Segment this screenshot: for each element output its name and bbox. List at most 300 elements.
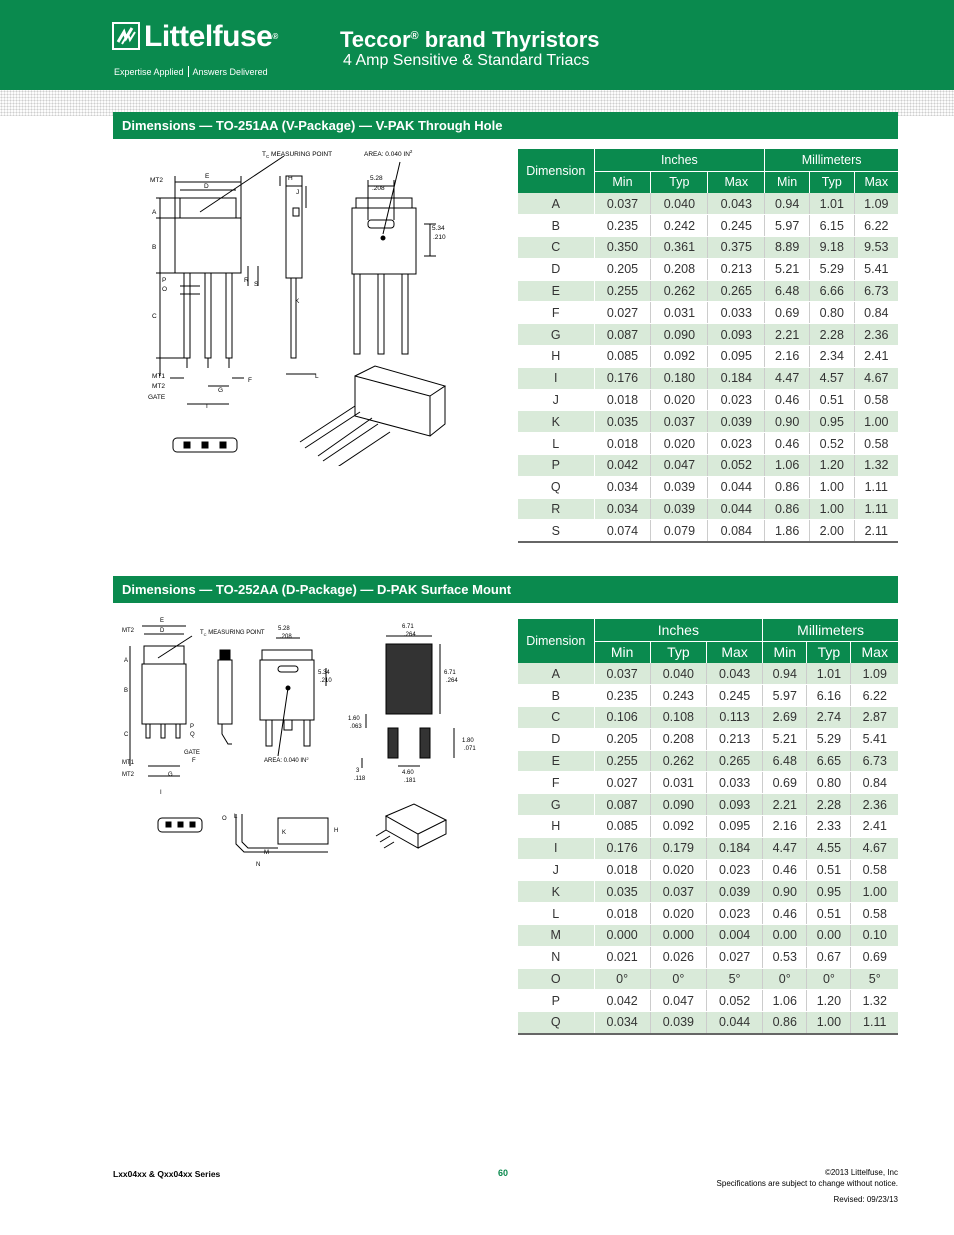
s2-tc-sub: C <box>203 632 207 637</box>
value-cell: 2.21 <box>765 324 810 346</box>
svg-text:TC MEASURING POINT <box>200 630 265 637</box>
dimension-cell: F <box>518 772 594 794</box>
value-cell: 0.90 <box>765 411 810 433</box>
value-cell: 0.00 <box>807 925 851 947</box>
value-cell: 0.000 <box>594 925 650 947</box>
value-cell: 0.69 <box>763 772 807 794</box>
svg-text:AREA: 0.040 IN2 <box>364 149 413 158</box>
value-cell: 1.00 <box>807 1012 851 1034</box>
s2-k-label: K <box>282 830 287 836</box>
value-cell: 0.46 <box>763 903 807 925</box>
value-cell: 0.46 <box>763 859 807 881</box>
section1-title-bar: Dimensions — TO-251AA (V-Package) — V-PAK Through Hole <box>113 112 898 139</box>
s2-q-label: Q <box>190 732 195 738</box>
value-cell: 0.106 <box>594 707 650 729</box>
value-cell: 0.047 <box>651 455 708 477</box>
value-cell: 0.052 <box>708 455 765 477</box>
s2-p3-bot: .264 <box>404 632 416 638</box>
value-cell: 4.67 <box>854 367 898 389</box>
value-cell: 1.01 <box>809 193 854 215</box>
value-cell: 2.16 <box>763 816 807 838</box>
value-cell: 0° <box>594 968 650 990</box>
table-row <box>518 1012 898 1034</box>
col-mm-typ: Typ <box>809 171 854 193</box>
s1-i-label: I <box>206 403 208 410</box>
value-cell: 0.037 <box>594 663 650 685</box>
footer-revised: Revised: 09/23/13 <box>833 1195 898 1204</box>
value-cell: 0.039 <box>651 476 708 498</box>
dimension-cell: B <box>518 685 594 707</box>
value-cell: 0.51 <box>809 389 854 411</box>
value-cell: 4.57 <box>809 367 854 389</box>
s1-k-label: K <box>295 298 300 305</box>
s1-mt2-label: MT2 <box>150 177 163 184</box>
value-cell: 0.042 <box>594 990 650 1012</box>
table-row <box>518 859 898 881</box>
value-cell: 0.208 <box>650 728 706 750</box>
value-cell: 0.095 <box>708 346 765 368</box>
value-cell: 4.67 <box>851 837 898 859</box>
svg-text:AREA: 0.040 IN2 <box>264 756 309 764</box>
dimension-cell: E <box>518 280 594 302</box>
value-cell: 0.044 <box>706 1012 762 1034</box>
value-cell: 0.213 <box>706 728 762 750</box>
s2-p5-bot: .063 <box>350 724 362 730</box>
value-cell: 0.093 <box>706 794 762 816</box>
table-row <box>518 925 898 947</box>
s1-a-label: A <box>152 209 157 216</box>
title-registered-mark: ® <box>410 30 419 42</box>
value-cell: 0.034 <box>594 476 651 498</box>
value-cell: 1.09 <box>851 663 898 685</box>
table-row <box>518 881 898 903</box>
value-cell: 5.21 <box>765 258 810 280</box>
value-cell: 0.023 <box>706 859 762 881</box>
value-cell: 0.027 <box>706 946 762 968</box>
value-cell: 0.208 <box>651 258 708 280</box>
value-cell: 0.090 <box>651 324 708 346</box>
value-cell: 0.184 <box>706 837 762 859</box>
s2-p8-bot: .181 <box>404 778 416 784</box>
value-cell: 0.80 <box>809 302 854 324</box>
value-cell: 0.86 <box>765 498 810 520</box>
page-title <box>340 23 600 53</box>
value-cell: 1.32 <box>851 990 898 1012</box>
value-cell: 1.20 <box>809 455 854 477</box>
table-row <box>518 433 898 455</box>
s1-j-label: J <box>296 189 300 196</box>
value-cell: 2.00 <box>809 520 854 542</box>
value-cell: 1.32 <box>854 455 898 477</box>
dimension-cell: A <box>518 193 594 215</box>
value-cell: 0.80 <box>807 772 851 794</box>
dimension-cell: C <box>518 707 594 729</box>
value-cell: 1.11 <box>854 498 898 520</box>
s1-c-label: C <box>152 313 157 320</box>
brand-tagline <box>114 66 268 77</box>
brand-registered-mark: ® <box>272 32 278 41</box>
value-cell: 0.034 <box>594 1012 650 1034</box>
dimension-cell: N <box>518 946 594 968</box>
table-row <box>518 772 898 794</box>
value-cell: 6.73 <box>851 750 898 772</box>
value-cell: 0.037 <box>650 881 706 903</box>
value-cell: 0° <box>650 968 706 990</box>
title-part1: Teccor <box>340 27 411 52</box>
s2-e-label: E <box>160 618 165 624</box>
millimeters-header: Millimeters <box>763 619 898 641</box>
col-inch-max: Max <box>706 641 762 663</box>
col-inch-typ: Typ <box>650 641 706 663</box>
table-row <box>518 411 898 433</box>
table-row <box>518 324 898 346</box>
dimension-header: Dimension <box>518 149 594 193</box>
value-cell: 0.034 <box>594 498 651 520</box>
value-cell: 1.06 <box>763 990 807 1012</box>
value-cell: 0.58 <box>854 433 898 455</box>
value-cell: 2.16 <box>765 346 810 368</box>
value-cell: 0.176 <box>594 837 650 859</box>
dimension-cell: D <box>518 728 594 750</box>
value-cell: 0.035 <box>594 411 651 433</box>
value-cell: 2.36 <box>851 794 898 816</box>
value-cell: 0.255 <box>594 280 651 302</box>
vpak-dimension-drawing <box>140 146 480 466</box>
value-cell: 0.52 <box>809 433 854 455</box>
table-row <box>518 968 898 990</box>
value-cell: 0.265 <box>706 750 762 772</box>
value-cell: 0.031 <box>650 772 706 794</box>
value-cell: 1.11 <box>854 476 898 498</box>
value-cell: 1.20 <box>807 990 851 1012</box>
s2-p5-top: 1.60 <box>348 716 360 722</box>
s1-o-label: O <box>162 286 168 293</box>
value-cell: 4.55 <box>807 837 851 859</box>
value-cell: 0.033 <box>708 302 765 324</box>
dimension-cell: I <box>518 367 594 389</box>
value-cell: 6.22 <box>851 685 898 707</box>
value-cell: 0.58 <box>854 389 898 411</box>
value-cell: 0.000 <box>650 925 706 947</box>
s2-p7-bot: .118 <box>354 776 366 782</box>
table-row <box>518 707 898 729</box>
value-cell: 0.043 <box>706 663 762 685</box>
value-cell: 2.69 <box>763 707 807 729</box>
dimension-cell: H <box>518 816 594 838</box>
inches-header: Inches <box>594 619 763 641</box>
s2-h-label: H <box>334 828 339 834</box>
value-cell: 0.037 <box>594 193 651 215</box>
s1-g-label: G <box>218 387 224 394</box>
table-row <box>518 990 898 1012</box>
brand-name: Littelfuse <box>144 20 273 53</box>
title-part2: brand Thyristors <box>418 27 600 52</box>
s1-dim2-bot: .210 <box>433 234 446 241</box>
col-mm-min: Min <box>763 641 807 663</box>
s2-p3-top: 6.71 <box>402 624 414 630</box>
value-cell: 0.69 <box>851 946 898 968</box>
page-subtitle: 4 Amp Sensitive & Standard Triacs <box>343 52 590 69</box>
table-row <box>518 367 898 389</box>
s2-p2-bot: .210 <box>320 678 332 684</box>
section2-drawing <box>118 616 488 876</box>
s1-tc-sub: C <box>265 154 270 159</box>
table-row <box>518 685 898 707</box>
value-cell: 0.10 <box>851 925 898 947</box>
value-cell: 0.375 <box>708 237 765 259</box>
dimension-cell: Q <box>518 476 594 498</box>
s1-dim2-top: 5.34 <box>432 225 445 232</box>
value-cell: 5.29 <box>809 258 854 280</box>
s2-n-label: N <box>256 862 261 868</box>
dimension-cell: K <box>518 411 594 433</box>
s2-b-label: B <box>124 688 129 694</box>
table-row <box>518 193 898 215</box>
s1-mt1-label: MT1 <box>152 373 165 380</box>
value-cell: 0.213 <box>708 258 765 280</box>
value-cell: 0.004 <box>706 925 762 947</box>
s2-tc-text: MEASURING POINT <box>206 630 265 636</box>
value-cell: 0.044 <box>708 498 765 520</box>
s2-p8-top: 4.60 <box>402 770 414 776</box>
value-cell: 0.69 <box>765 302 810 324</box>
s2-p6-top: 1.80 <box>462 738 474 744</box>
value-cell: 0.179 <box>650 837 706 859</box>
value-cell: 1.06 <box>765 455 810 477</box>
value-cell: 0.176 <box>594 367 651 389</box>
value-cell: 0.033 <box>706 772 762 794</box>
value-cell: 2.33 <box>807 816 851 838</box>
value-cell: 0.90 <box>763 881 807 903</box>
value-cell: 5.21 <box>763 728 807 750</box>
table-row <box>518 280 898 302</box>
dimension-cell: H <box>518 346 594 368</box>
value-cell: 0.262 <box>651 280 708 302</box>
value-cell: 0.205 <box>594 258 651 280</box>
footer-series: Lxx04xx & Qxx04xx Series <box>113 1169 221 1179</box>
value-cell: 5.41 <box>854 258 898 280</box>
value-cell: 0.361 <box>651 237 708 259</box>
value-cell: 5.41 <box>851 728 898 750</box>
value-cell: 0.026 <box>650 946 706 968</box>
svg-text:TC MEASURING POINT <box>262 151 332 159</box>
s2-p7-top: 3 <box>356 768 360 774</box>
millimeters-header: Millimeters <box>765 149 898 171</box>
dpak-dimension-drawing <box>118 616 488 876</box>
footer-notice: Specifications are subject to change without notice. <box>716 1179 898 1188</box>
value-cell: 0.027 <box>594 302 651 324</box>
value-cell: 0.53 <box>763 946 807 968</box>
value-cell: 0.58 <box>851 903 898 925</box>
value-cell: 0.052 <box>706 990 762 1012</box>
dimension-cell: R <box>518 498 594 520</box>
value-cell: 0.079 <box>651 520 708 542</box>
dimension-cell: Q <box>518 1012 594 1034</box>
page-number: 60 <box>498 1168 509 1178</box>
value-cell: 0.235 <box>594 685 650 707</box>
inches-header: Inches <box>594 149 765 171</box>
value-cell: 2.11 <box>854 520 898 542</box>
value-cell: 2.87 <box>851 707 898 729</box>
footer-legal <box>717 1167 898 1205</box>
s2-p2-top: 5.34 <box>318 670 330 676</box>
value-cell: 0.94 <box>763 663 807 685</box>
value-cell: 0.084 <box>708 520 765 542</box>
value-cell: 0.020 <box>650 859 706 881</box>
table-row <box>518 455 898 477</box>
s2-mt2b-label: MT2 <box>122 772 134 778</box>
value-cell: 0.020 <box>650 903 706 925</box>
value-cell: 0.039 <box>651 498 708 520</box>
value-cell: 0.262 <box>650 750 706 772</box>
value-cell: 6.66 <box>809 280 854 302</box>
s2-d-label: D <box>160 628 165 634</box>
value-cell: 1.11 <box>851 1012 898 1034</box>
dimension-cell: J <box>518 859 594 881</box>
value-cell: 2.21 <box>763 794 807 816</box>
value-cell: 0.020 <box>651 433 708 455</box>
dimension-cell: O <box>518 968 594 990</box>
value-cell: 8.89 <box>765 237 810 259</box>
s1-dim1-bot: .208 <box>372 185 385 192</box>
value-cell: 0.018 <box>594 389 651 411</box>
value-cell: 1.01 <box>807 663 851 685</box>
value-cell: 0.092 <box>651 346 708 368</box>
value-cell: 1.09 <box>854 193 898 215</box>
table-row <box>518 816 898 838</box>
s1-h-label: H <box>288 175 293 182</box>
value-cell: 0.090 <box>650 794 706 816</box>
dimension-cell: D <box>518 258 594 280</box>
value-cell: 0.040 <box>651 193 708 215</box>
value-cell: 0.95 <box>807 881 851 903</box>
value-cell: 0.047 <box>650 990 706 1012</box>
s2-m-label: M <box>264 850 269 856</box>
value-cell: 1.00 <box>854 411 898 433</box>
value-cell: 0.035 <box>594 881 650 903</box>
col-mm-max: Max <box>854 171 898 193</box>
value-cell: 0.042 <box>594 455 651 477</box>
s2-a-label: A <box>124 658 129 664</box>
value-cell: 1.86 <box>765 520 810 542</box>
dimension-cell: K <box>518 881 594 903</box>
value-cell: 2.74 <box>807 707 851 729</box>
s2-p4-bot: .264 <box>446 678 458 684</box>
littelfuse-fuse-icon <box>112 22 140 50</box>
dimension-cell: L <box>518 903 594 925</box>
s2-p6-bot: .071 <box>464 746 476 752</box>
dimension-cell: M <box>518 925 594 947</box>
s1-area-sup: 2 <box>409 149 413 154</box>
value-cell: 0.245 <box>708 215 765 237</box>
value-cell: 0.46 <box>765 433 810 455</box>
value-cell: 6.48 <box>765 280 810 302</box>
s2-mt2-label: MT2 <box>122 628 134 634</box>
value-cell: 0.043 <box>708 193 765 215</box>
table-row <box>518 498 898 520</box>
value-cell: 2.34 <box>809 346 854 368</box>
value-cell: 0.84 <box>854 302 898 324</box>
value-cell: 6.73 <box>854 280 898 302</box>
s1-gate-label: GATE <box>148 394 166 401</box>
s1-mt2b-label: MT2 <box>152 383 165 390</box>
s2-area-label: AREA: 0.040 IN <box>264 758 307 764</box>
s1-e-label: E <box>205 173 210 180</box>
value-cell: 0° <box>807 968 851 990</box>
value-cell: 6.22 <box>854 215 898 237</box>
value-cell: 9.18 <box>809 237 854 259</box>
s2-f-label: F <box>192 758 196 764</box>
dimension-cell: L <box>518 433 594 455</box>
s1-p-label: P <box>162 277 167 284</box>
value-cell: 0.044 <box>708 476 765 498</box>
value-cell: 0.245 <box>706 685 762 707</box>
section2-title-bar: Dimensions — TO-252AA (D-Package) — D-PAK Surface Mount <box>113 576 898 603</box>
value-cell: 0.242 <box>651 215 708 237</box>
value-cell: 6.48 <box>763 750 807 772</box>
s2-gate-label: GATE <box>184 750 200 756</box>
value-cell: 0.205 <box>594 728 650 750</box>
table-row <box>518 728 898 750</box>
value-cell: 0.093 <box>708 324 765 346</box>
s1-b-label: B <box>152 244 157 251</box>
table-row <box>518 346 898 368</box>
value-cell: 6.15 <box>809 215 854 237</box>
value-cell: 0.235 <box>594 215 651 237</box>
col-inch-min: Min <box>594 641 650 663</box>
table-row <box>518 302 898 324</box>
table-row <box>518 389 898 411</box>
s1-l-label: L <box>315 373 319 380</box>
value-cell: 0.039 <box>706 881 762 903</box>
value-cell: 5.29 <box>807 728 851 750</box>
value-cell: 0.021 <box>594 946 650 968</box>
value-cell: 0.039 <box>650 1012 706 1034</box>
col-mm-typ: Typ <box>807 641 851 663</box>
value-cell: 5° <box>851 968 898 990</box>
s2-p4-top: 6.71 <box>444 670 456 676</box>
value-cell: 0.039 <box>708 411 765 433</box>
s1-r-label: R <box>244 277 249 284</box>
value-cell: 0.46 <box>765 389 810 411</box>
s2-area-sup: 2 <box>306 756 309 761</box>
table-row <box>518 794 898 816</box>
value-cell: 0.86 <box>765 476 810 498</box>
s2-mt1-label: MT1 <box>122 760 134 766</box>
table-row <box>518 476 898 498</box>
value-cell: 0.180 <box>651 367 708 389</box>
value-cell: 0.092 <box>650 816 706 838</box>
s2-p-label: P <box>190 724 195 730</box>
dimension-cell: G <box>518 324 594 346</box>
value-cell: 0.018 <box>594 433 651 455</box>
value-cell: 0.94 <box>765 193 810 215</box>
s2-g-label: G <box>168 772 173 778</box>
table-row <box>518 520 898 542</box>
tagline-left: Expertise Applied <box>114 67 184 77</box>
value-cell: 0.255 <box>594 750 650 772</box>
value-cell: 0.86 <box>763 1012 807 1034</box>
value-cell: 0.350 <box>594 237 651 259</box>
table-row <box>518 237 898 259</box>
s2-tc-label: T <box>200 630 204 636</box>
page-header <box>0 0 954 90</box>
value-cell: 0.018 <box>594 903 650 925</box>
col-inch-typ: Typ <box>651 171 708 193</box>
value-cell: 0.085 <box>594 816 650 838</box>
dimension-cell: F <box>518 302 594 324</box>
dimension-cell: E <box>518 750 594 772</box>
